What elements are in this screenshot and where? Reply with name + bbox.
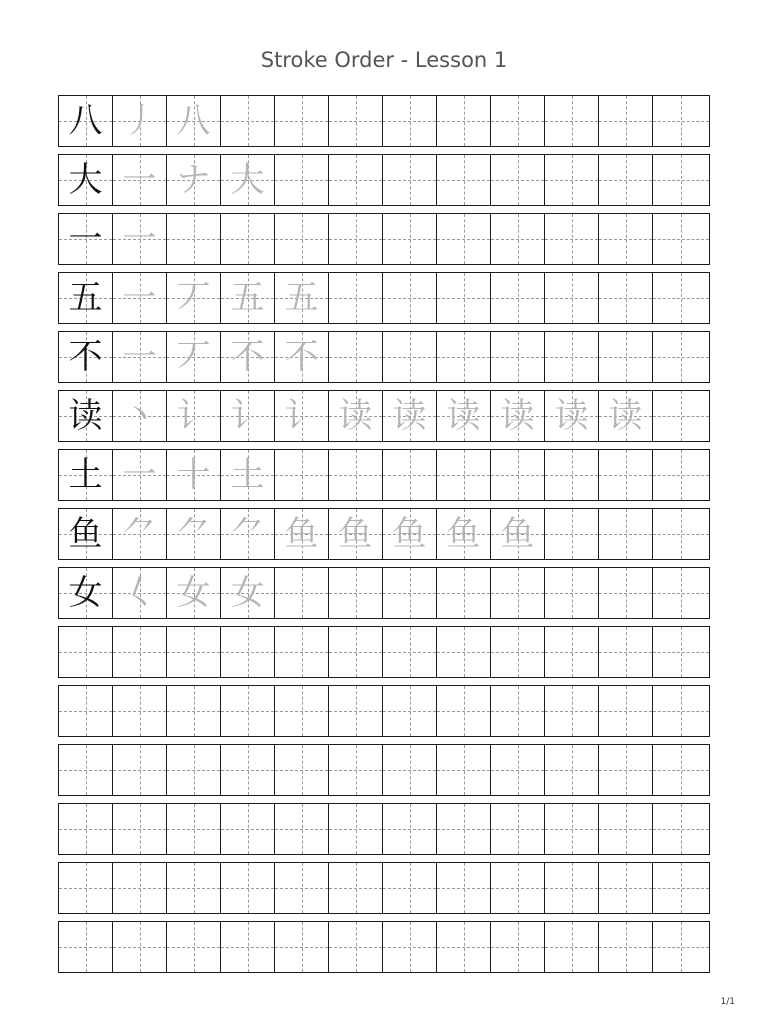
practice-cell xyxy=(275,391,329,441)
stroke-step-character: 鱼 xyxy=(446,514,481,554)
stroke-step-character: 一 xyxy=(122,337,157,377)
practice-cell xyxy=(599,922,653,972)
practice-cell xyxy=(545,863,599,913)
practice-row xyxy=(58,567,710,619)
practice-cell xyxy=(437,509,491,559)
model-character-cell xyxy=(59,96,113,146)
practice-cell xyxy=(113,450,167,500)
practice-cell xyxy=(167,332,221,382)
stroke-step-character: 读 xyxy=(608,396,643,436)
practice-cell xyxy=(329,509,383,559)
practice-cell xyxy=(329,214,383,264)
practice-cell xyxy=(599,155,653,205)
practice-cell xyxy=(383,745,437,795)
practice-cell xyxy=(383,96,437,146)
practice-cell xyxy=(653,96,709,146)
practice-cell xyxy=(599,686,653,736)
practice-cell xyxy=(329,804,383,854)
practice-cell xyxy=(545,922,599,972)
stroke-step-character: ⺈ xyxy=(122,514,157,554)
practice-cell xyxy=(275,273,329,323)
practice-cell xyxy=(275,332,329,382)
practice-cell xyxy=(113,922,167,972)
practice-cell xyxy=(221,922,275,972)
practice-cell xyxy=(167,273,221,323)
practice-cell xyxy=(329,273,383,323)
stroke-step-character: ⺈ xyxy=(176,514,211,554)
model-character-cell xyxy=(59,155,113,205)
practice-cell xyxy=(221,745,275,795)
practice-cell xyxy=(491,686,545,736)
practice-cell xyxy=(491,627,545,677)
practice-cell xyxy=(599,509,653,559)
practice-cell xyxy=(329,627,383,677)
practice-cell xyxy=(167,391,221,441)
practice-cell xyxy=(437,686,491,736)
practice-cell xyxy=(275,214,329,264)
practice-cell xyxy=(113,273,167,323)
stroke-step-character: 读 xyxy=(338,396,373,436)
practice-cell xyxy=(545,96,599,146)
practice-cell xyxy=(221,155,275,205)
practice-cell xyxy=(437,627,491,677)
practice-grid xyxy=(58,95,710,980)
practice-cell xyxy=(167,568,221,618)
practice-cell xyxy=(113,391,167,441)
stroke-step-character: 讠 xyxy=(230,396,265,436)
stroke-step-character: 讠 xyxy=(284,396,319,436)
practice-cell xyxy=(221,627,275,677)
stroke-step-character: 丆 xyxy=(176,278,211,318)
practice-cell xyxy=(653,332,709,382)
stroke-step-character: 鱼 xyxy=(284,514,319,554)
practice-cell xyxy=(437,96,491,146)
model-character: 一 xyxy=(68,219,103,259)
stroke-step-character: 八 xyxy=(176,101,211,141)
practice-cell xyxy=(221,214,275,264)
practice-cell xyxy=(329,686,383,736)
practice-cell xyxy=(221,804,275,854)
practice-cell xyxy=(599,450,653,500)
practice-cell xyxy=(329,155,383,205)
practice-cell xyxy=(653,686,709,736)
practice-cell xyxy=(437,568,491,618)
practice-cell xyxy=(113,627,167,677)
stroke-step-character: 读 xyxy=(446,396,481,436)
stroke-step-character: 一 xyxy=(122,160,157,200)
model-character: 鱼 xyxy=(68,514,103,554)
practice-cell xyxy=(221,568,275,618)
practice-cell xyxy=(599,745,653,795)
practice-cell xyxy=(653,863,709,913)
practice-cell xyxy=(167,627,221,677)
practice-cell xyxy=(221,332,275,382)
practice-cell xyxy=(221,391,275,441)
practice-cell xyxy=(275,509,329,559)
practice-cell xyxy=(545,568,599,618)
model-character: 大 xyxy=(68,160,103,200)
stroke-step-character: 不 xyxy=(284,337,319,377)
practice-row xyxy=(58,95,710,147)
stroke-step-character: 女 xyxy=(176,573,211,613)
practice-row xyxy=(58,331,710,383)
model-character-cell xyxy=(59,745,113,795)
practice-cell xyxy=(653,745,709,795)
practice-cell xyxy=(653,509,709,559)
practice-cell xyxy=(329,96,383,146)
practice-cell xyxy=(113,745,167,795)
practice-cell xyxy=(599,214,653,264)
practice-cell xyxy=(275,745,329,795)
practice-cell xyxy=(437,332,491,382)
practice-cell xyxy=(221,450,275,500)
practice-cell xyxy=(167,509,221,559)
practice-cell xyxy=(383,804,437,854)
practice-cell xyxy=(383,155,437,205)
practice-cell xyxy=(275,450,329,500)
practice-cell xyxy=(329,332,383,382)
practice-cell xyxy=(167,922,221,972)
practice-cell xyxy=(275,686,329,736)
practice-cell xyxy=(437,745,491,795)
practice-cell xyxy=(275,96,329,146)
practice-row xyxy=(58,390,710,442)
practice-cell xyxy=(491,391,545,441)
stroke-step-character: 丶 xyxy=(122,396,157,436)
model-character-cell xyxy=(59,509,113,559)
practice-cell xyxy=(491,96,545,146)
practice-cell xyxy=(491,804,545,854)
stroke-step-character: 读 xyxy=(554,396,589,436)
stroke-step-character: 读 xyxy=(500,396,535,436)
practice-cell xyxy=(167,745,221,795)
practice-cell xyxy=(113,332,167,382)
stroke-step-character: 十 xyxy=(176,455,211,495)
practice-cell xyxy=(545,155,599,205)
model-character-cell xyxy=(59,332,113,382)
model-character: 不 xyxy=(68,337,103,377)
practice-cell xyxy=(653,568,709,618)
stroke-step-character: ナ xyxy=(176,160,211,200)
practice-cell xyxy=(113,568,167,618)
model-character-cell xyxy=(59,450,113,500)
practice-cell xyxy=(329,391,383,441)
stroke-step-character: 读 xyxy=(392,396,427,436)
practice-cell xyxy=(545,391,599,441)
practice-row xyxy=(58,449,710,501)
practice-cell xyxy=(653,450,709,500)
practice-cell xyxy=(491,509,545,559)
practice-cell xyxy=(437,804,491,854)
model-character-cell xyxy=(59,804,113,854)
stroke-step-character: 鱼 xyxy=(500,514,535,554)
model-character-cell xyxy=(59,686,113,736)
practice-cell xyxy=(167,450,221,500)
stroke-step-character: 一 xyxy=(122,455,157,495)
practice-cell xyxy=(113,155,167,205)
practice-cell xyxy=(437,155,491,205)
practice-cell xyxy=(491,568,545,618)
practice-cell xyxy=(113,863,167,913)
practice-cell xyxy=(491,214,545,264)
practice-cell xyxy=(221,509,275,559)
practice-cell xyxy=(167,214,221,264)
model-character-cell xyxy=(59,273,113,323)
stroke-step-character: 不 xyxy=(230,337,265,377)
model-character-cell xyxy=(59,391,113,441)
practice-row xyxy=(58,508,710,560)
practice-cell xyxy=(491,450,545,500)
practice-cell xyxy=(221,273,275,323)
practice-cell xyxy=(221,863,275,913)
stroke-step-character: 丿 xyxy=(122,101,157,141)
practice-row xyxy=(58,272,710,324)
practice-cell xyxy=(275,568,329,618)
practice-row xyxy=(58,213,710,265)
practice-cell xyxy=(599,627,653,677)
stroke-step-character: ⺈ xyxy=(230,514,265,554)
practice-cell xyxy=(167,155,221,205)
model-character-cell xyxy=(59,627,113,677)
practice-cell xyxy=(383,450,437,500)
stroke-step-character: 五 xyxy=(284,278,319,318)
practice-cell xyxy=(545,804,599,854)
practice-cell xyxy=(653,273,709,323)
practice-cell xyxy=(383,922,437,972)
practice-cell xyxy=(653,391,709,441)
model-character: 女 xyxy=(68,573,103,613)
practice-cell xyxy=(275,804,329,854)
practice-row xyxy=(58,154,710,206)
practice-cell xyxy=(545,627,599,677)
practice-cell xyxy=(167,804,221,854)
stroke-step-character: 𡿨 xyxy=(122,573,157,613)
practice-cell xyxy=(545,214,599,264)
practice-row xyxy=(58,685,710,737)
practice-cell xyxy=(437,273,491,323)
stroke-step-character: 土 xyxy=(230,455,265,495)
practice-cell xyxy=(167,96,221,146)
practice-cell xyxy=(383,509,437,559)
practice-cell xyxy=(329,863,383,913)
practice-cell xyxy=(599,863,653,913)
practice-row xyxy=(58,921,710,973)
practice-cell xyxy=(383,627,437,677)
practice-cell xyxy=(653,922,709,972)
practice-cell xyxy=(383,686,437,736)
practice-cell xyxy=(545,509,599,559)
stroke-step-character: 鱼 xyxy=(392,514,427,554)
practice-cell xyxy=(545,686,599,736)
practice-cell xyxy=(437,863,491,913)
model-character: 读 xyxy=(68,396,103,436)
model-character-cell xyxy=(59,214,113,264)
practice-cell xyxy=(275,627,329,677)
practice-cell xyxy=(167,863,221,913)
practice-cell xyxy=(329,745,383,795)
practice-cell xyxy=(599,804,653,854)
practice-cell xyxy=(167,686,221,736)
practice-cell xyxy=(221,686,275,736)
practice-cell xyxy=(545,450,599,500)
practice-cell xyxy=(437,450,491,500)
practice-cell xyxy=(491,922,545,972)
practice-cell xyxy=(545,332,599,382)
model-character: 八 xyxy=(68,101,103,141)
practice-cell xyxy=(221,96,275,146)
practice-cell xyxy=(113,96,167,146)
worksheet-title: Stroke Order - Lesson 1 xyxy=(260,48,508,72)
practice-cell xyxy=(275,922,329,972)
practice-cell xyxy=(437,214,491,264)
practice-cell xyxy=(491,273,545,323)
practice-cell xyxy=(599,391,653,441)
model-character-cell xyxy=(59,922,113,972)
practice-cell xyxy=(653,214,709,264)
practice-cell xyxy=(491,155,545,205)
practice-row xyxy=(58,803,710,855)
practice-row xyxy=(58,744,710,796)
practice-cell xyxy=(653,804,709,854)
practice-cell xyxy=(491,332,545,382)
practice-cell xyxy=(491,863,545,913)
practice-cell xyxy=(113,686,167,736)
practice-cell xyxy=(329,568,383,618)
practice-row xyxy=(58,862,710,914)
page-number: 1/1 xyxy=(720,997,735,1007)
model-character-cell xyxy=(59,568,113,618)
model-character: 五 xyxy=(68,278,103,318)
practice-cell xyxy=(275,155,329,205)
model-character-cell xyxy=(59,863,113,913)
practice-cell xyxy=(545,745,599,795)
practice-cell xyxy=(383,332,437,382)
stroke-step-character: 女 xyxy=(230,573,265,613)
practice-cell xyxy=(329,450,383,500)
stroke-step-character: 五 xyxy=(230,278,265,318)
stroke-step-character: 一 xyxy=(122,219,157,259)
practice-cell xyxy=(383,391,437,441)
practice-cell xyxy=(329,922,383,972)
practice-cell xyxy=(491,745,545,795)
practice-cell xyxy=(653,155,709,205)
practice-cell xyxy=(545,273,599,323)
practice-cell xyxy=(113,804,167,854)
practice-cell xyxy=(113,509,167,559)
practice-cell xyxy=(653,627,709,677)
stroke-step-character: 讠 xyxy=(176,396,211,436)
practice-cell xyxy=(599,273,653,323)
practice-cell xyxy=(383,273,437,323)
practice-cell xyxy=(383,214,437,264)
practice-row xyxy=(58,626,710,678)
practice-cell xyxy=(383,863,437,913)
practice-cell xyxy=(599,568,653,618)
stroke-step-character: 一 xyxy=(122,278,157,318)
stroke-step-character: 丆 xyxy=(176,337,211,377)
practice-cell xyxy=(437,391,491,441)
practice-cell xyxy=(437,922,491,972)
practice-cell xyxy=(599,332,653,382)
stroke-step-character: 大 xyxy=(230,160,265,200)
stroke-step-character: 鱼 xyxy=(338,514,373,554)
practice-cell xyxy=(599,96,653,146)
model-character: 土 xyxy=(68,455,103,495)
practice-cell xyxy=(275,863,329,913)
practice-cell xyxy=(113,214,167,264)
practice-cell xyxy=(383,568,437,618)
